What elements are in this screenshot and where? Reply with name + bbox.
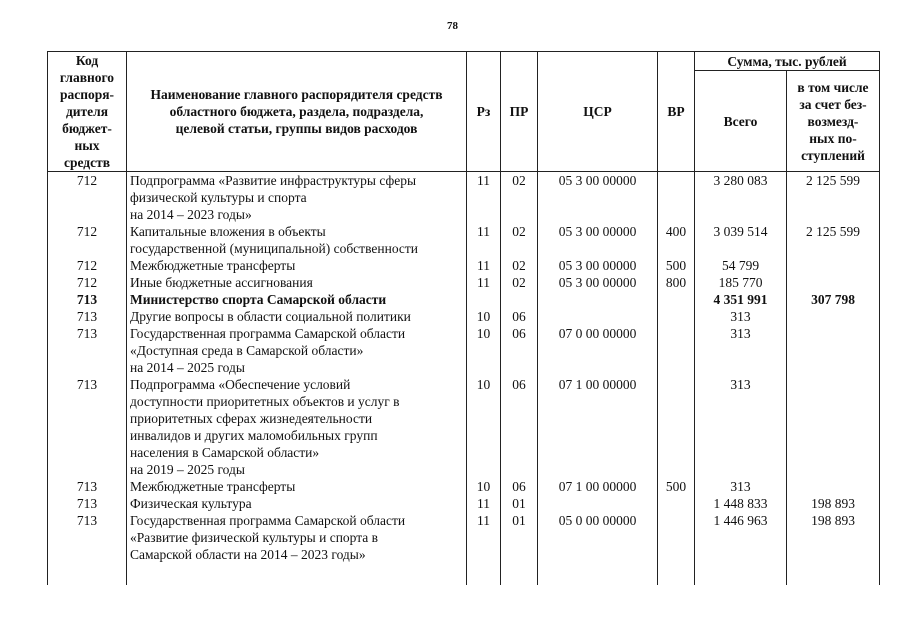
rz-cell: 11	[467, 223, 501, 257]
header-bez-line: ступлений	[801, 147, 865, 163]
kod-cell: 713	[48, 495, 127, 512]
rz-cell: 10	[467, 308, 501, 325]
name-line: государственной (муниципальной) собственности	[130, 241, 419, 256]
spacer-cell	[127, 563, 467, 585]
name-line: Межбюджетные трансферты	[130, 479, 296, 494]
vr-cell: 500	[658, 478, 695, 495]
header-kod-line: средств	[63, 155, 111, 170]
name-line: Иные бюджетные ассигнования	[130, 275, 313, 290]
csr-cell: 05 3 00 00000	[538, 274, 658, 291]
csr-cell	[538, 495, 658, 512]
bez-cell	[787, 478, 880, 495]
header-name-line: целевой статьи, группы видов расходов	[175, 121, 418, 136]
vr-cell	[658, 376, 695, 478]
header-bez-line: за счет без-	[799, 96, 867, 112]
rz-cell: 10	[467, 478, 501, 495]
spacer-row	[48, 563, 880, 585]
vsego-cell: 185 770	[695, 274, 787, 291]
table-row	[48, 478, 880, 495]
rz-cell: 11	[467, 512, 501, 563]
kod-cell: 713	[48, 308, 127, 325]
bez-cell: 198 893	[787, 495, 880, 512]
name-line: «Развитие физической культуры и спорта в	[130, 530, 379, 545]
vsego-cell: 1 446 963	[695, 512, 787, 563]
rz-cell: 11	[467, 274, 501, 291]
name-cell	[127, 274, 467, 291]
name-cell	[127, 376, 467, 478]
spacer-cell	[695, 563, 787, 585]
name-cell	[127, 223, 467, 257]
pr-cell: 06	[501, 376, 538, 478]
kod-cell: 713	[48, 512, 127, 563]
pr-cell: 02	[501, 223, 538, 257]
name-line: на 2019 – 2025 годы	[130, 462, 245, 477]
header-summa: Сумма, тыс. рублей	[695, 52, 880, 71]
vsego-cell: 1 448 833	[695, 495, 787, 512]
table-row	[48, 512, 880, 563]
name-line: населения в Самарской области»	[130, 445, 320, 460]
csr-cell: 07 1 00 00000	[538, 376, 658, 478]
table-row	[48, 257, 880, 274]
spacer-cell	[501, 563, 538, 585]
vr-cell: 400	[658, 223, 695, 257]
table-row	[48, 223, 880, 257]
name-line: Межбюджетные трансферты	[130, 258, 296, 273]
vsego-cell: 3 039 514	[695, 223, 787, 257]
rz-cell: 10	[467, 376, 501, 478]
header-kod-line: ных	[74, 138, 100, 153]
table-row	[48, 274, 880, 291]
name-line: Физическая культура	[130, 496, 252, 511]
pr-cell: 06	[501, 308, 538, 325]
kod-cell: 713	[48, 478, 127, 495]
header-bez-line: в том числе	[797, 79, 869, 95]
csr-cell: 07 0 00 00000	[538, 325, 658, 376]
kod-cell: 712	[48, 223, 127, 257]
name-cell	[127, 495, 467, 512]
vsego-cell: 3 280 083	[695, 172, 787, 224]
header-bez-line: возмезд-	[807, 113, 859, 129]
header-kod	[48, 52, 127, 172]
name-line: на 2014 – 2023 годы»	[130, 207, 252, 222]
name-line: физической культуры и спорта	[130, 190, 307, 205]
kod-cell: 712	[48, 172, 127, 224]
header-kod-line: дителя	[65, 104, 109, 119]
name-line: приоритетных сферах жизнедеятельности	[130, 411, 373, 426]
header-bez	[787, 71, 880, 172]
name-line: Государственная программа Самарской области	[130, 513, 406, 528]
name-line: Самарской области на 2014 – 2023 годы»	[130, 547, 366, 562]
csr-cell	[538, 308, 658, 325]
spacer-cell	[538, 563, 658, 585]
table-row	[48, 172, 880, 224]
name-line: Подпрограмма «Обеспечение условий	[130, 377, 351, 392]
pr-cell	[501, 291, 538, 308]
csr-cell: 05 3 00 00000	[538, 257, 658, 274]
spacer-cell	[658, 563, 695, 585]
budget-table	[47, 51, 880, 585]
csr-cell: 05 0 00 00000	[538, 512, 658, 563]
bez-cell: 307 798	[787, 291, 880, 308]
pr-cell: 06	[501, 478, 538, 495]
header-csr: ЦСР	[538, 52, 658, 172]
vsego-cell: 313	[695, 376, 787, 478]
name-line: Государственная программа Самарской области	[130, 326, 406, 341]
bez-cell	[787, 257, 880, 274]
pr-cell: 01	[501, 512, 538, 563]
bez-cell	[787, 376, 880, 478]
name-cell	[127, 512, 467, 563]
vsego-cell: 54 799	[695, 257, 787, 274]
csr-cell: 07 1 00 00000	[538, 478, 658, 495]
name-line: Министерство спорта Самарской области	[130, 292, 387, 307]
kod-cell: 712	[48, 274, 127, 291]
bez-cell: 198 893	[787, 512, 880, 563]
pr-cell: 02	[501, 172, 538, 224]
name-cell	[127, 257, 467, 274]
header-pr: ПР	[501, 52, 538, 172]
header-vr: ВР	[658, 52, 695, 172]
name-line: Капитальные вложения в объекты	[130, 224, 326, 239]
header-name-line: Наименование главного распорядителя средств	[150, 87, 443, 102]
header-name	[127, 52, 467, 172]
csr-cell: 05 3 00 00000	[538, 172, 658, 224]
table-row	[48, 291, 880, 308]
header-kod-line: распоря-	[59, 87, 115, 102]
vr-cell	[658, 512, 695, 563]
bez-cell	[787, 325, 880, 376]
spacer-cell	[48, 563, 127, 585]
name-line: Другие вопросы в области социальной политики	[130, 309, 411, 324]
vr-cell: 800	[658, 274, 695, 291]
bez-cell: 2 125 599	[787, 172, 880, 224]
name-cell	[127, 325, 467, 376]
header-vsego: Всего	[695, 71, 787, 172]
header-name-line: областного бюджета, раздела, подраздела,	[169, 104, 424, 119]
vsego-cell: 313	[695, 308, 787, 325]
rz-cell: 11	[467, 172, 501, 224]
vr-cell	[658, 325, 695, 376]
name-line: доступности приоритетных объектов и услуг в	[130, 394, 400, 409]
rz-cell: 11	[467, 495, 501, 512]
spacer-cell	[467, 563, 501, 585]
kod-cell: 713	[48, 291, 127, 308]
table-row	[48, 376, 880, 478]
table-body	[48, 172, 880, 586]
name-cell	[127, 291, 467, 308]
pr-cell: 02	[501, 257, 538, 274]
kod-cell: 713	[48, 325, 127, 376]
vsego-cell: 313	[695, 478, 787, 495]
bez-cell	[787, 274, 880, 291]
bez-cell	[787, 308, 880, 325]
rz-cell	[467, 291, 501, 308]
kod-cell: 712	[48, 257, 127, 274]
name-cell	[127, 172, 467, 224]
pr-cell: 02	[501, 274, 538, 291]
kod-cell: 713	[48, 376, 127, 478]
vr-cell	[658, 172, 695, 224]
table-header	[48, 52, 880, 172]
table-row	[48, 325, 880, 376]
rz-cell: 11	[467, 257, 501, 274]
name-cell	[127, 478, 467, 495]
csr-cell: 05 3 00 00000	[538, 223, 658, 257]
table-row	[48, 308, 880, 325]
pr-cell: 01	[501, 495, 538, 512]
name-line: «Доступная среда в Самарской области»	[130, 343, 364, 358]
name-line: Подпрограмма «Развитие инфраструктуры сферы	[130, 173, 417, 188]
header-bez-line: ных по-	[809, 130, 857, 146]
csr-cell	[538, 291, 658, 308]
vsego-cell: 4 351 991	[695, 291, 787, 308]
name-cell	[127, 308, 467, 325]
vsego-cell: 313	[695, 325, 787, 376]
name-line: инвалидов и других маломобильных групп	[130, 428, 378, 443]
vr-cell: 500	[658, 257, 695, 274]
header-kod-line: Код	[75, 53, 99, 68]
bez-cell: 2 125 599	[787, 223, 880, 257]
rz-cell: 10	[467, 325, 501, 376]
vr-cell	[658, 308, 695, 325]
header-kod-line: бюджет-	[62, 121, 112, 136]
vr-cell	[658, 495, 695, 512]
pr-cell: 06	[501, 325, 538, 376]
spacer-cell	[787, 563, 880, 585]
table-row	[48, 495, 880, 512]
vr-cell	[658, 291, 695, 308]
header-rz: Рз	[467, 52, 501, 172]
name-line: на 2014 – 2025 годы	[130, 360, 245, 375]
header-kod-line: главного	[59, 70, 115, 85]
page-number: 78	[447, 20, 458, 32]
